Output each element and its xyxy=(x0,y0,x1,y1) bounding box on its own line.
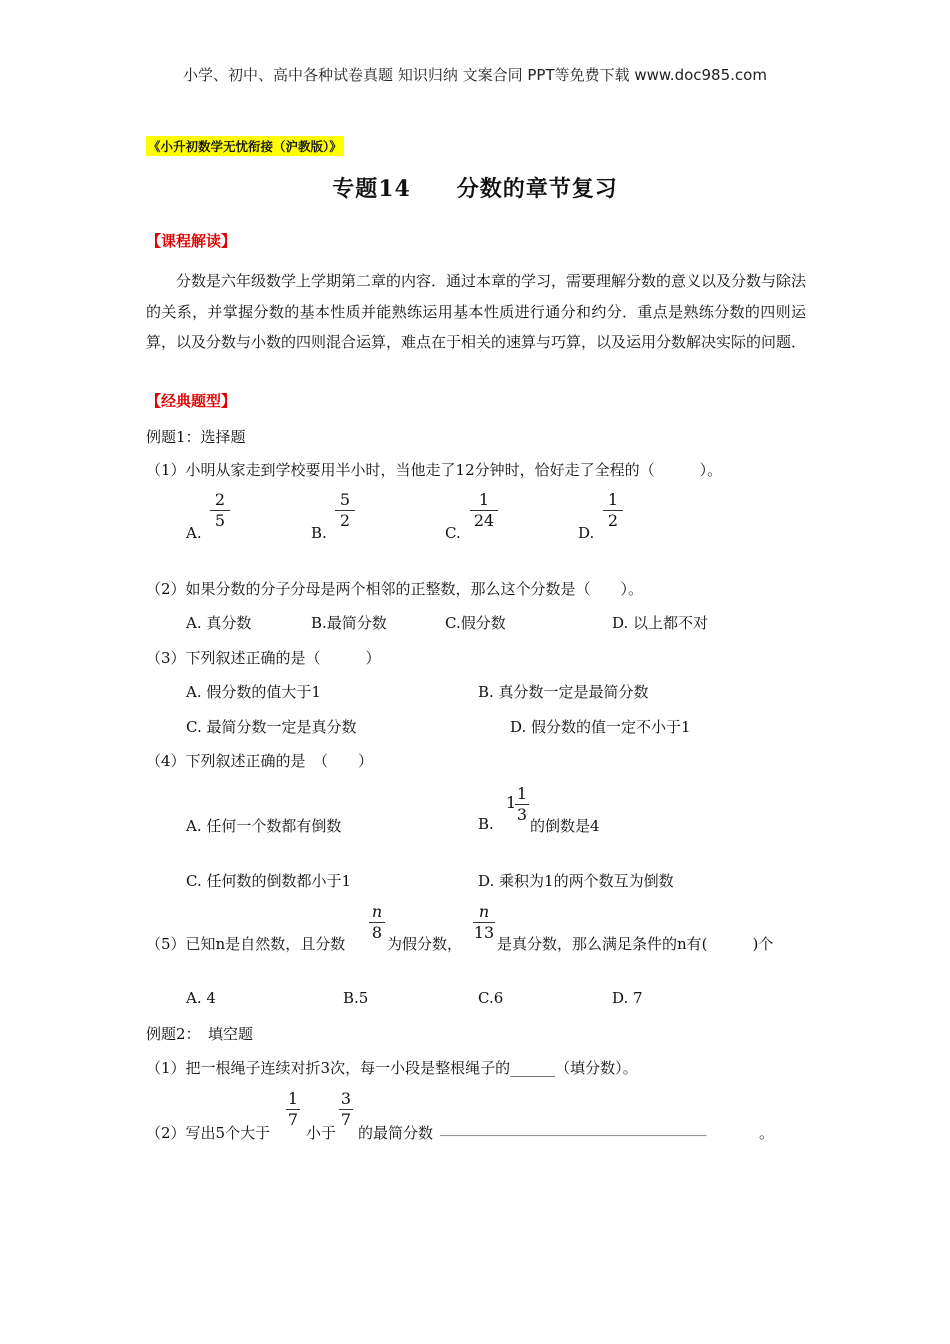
ex2-fraction-3-over-7 xyxy=(339,1090,353,1129)
q2-text: （2）如果分数的分子分母是两个相邻的正整数，那么这个分数是（ ）。 xyxy=(146,580,644,598)
numerator: 1 xyxy=(516,784,528,803)
q2-option-b: B.最简分数 xyxy=(311,614,387,632)
q5-text-part3: 是真分数，那么满足条件的n有( )个 xyxy=(497,935,774,953)
denominator: 24 xyxy=(473,511,495,530)
denominator: 2 xyxy=(607,511,619,530)
numerator: n xyxy=(371,902,383,921)
q3-option-c: C. 最简分数一定是真分数 xyxy=(186,718,357,736)
denominator: 2 xyxy=(339,511,351,530)
q4-option-d: D. 乘积为1的两个数互为倒数 xyxy=(478,872,674,890)
series-label: 《小升初数学无忧衔接（沪教版）》 xyxy=(146,136,344,156)
example1-title: 例题1：选择题 xyxy=(146,428,246,446)
q4-option-c: C. 任何数的倒数都小于1 xyxy=(186,872,352,890)
q2-option-a: A. 真分数 xyxy=(186,614,252,632)
ex2-q1-text: （1）把一根绳子连续对折3次，每一小段是整根绳子的______（填分数）。 xyxy=(146,1059,638,1077)
q4-option-a: A. 任何一个数都有倒数 xyxy=(186,817,342,835)
denominator: 13 xyxy=(473,923,495,942)
q5-text-part1: （5）已知n是自然数，且分数 xyxy=(146,935,346,953)
example2-title: 例题2： 填空题 xyxy=(146,1025,254,1043)
numerator: 3 xyxy=(340,1089,352,1108)
q1-option-a-fraction xyxy=(210,491,230,530)
q5-option-a: A. 4 xyxy=(186,989,216,1007)
q3-text: （3）下列叙述正确的是（ ） xyxy=(146,649,381,667)
denominator: 8 xyxy=(371,923,383,942)
numerator: 1 xyxy=(478,490,490,509)
q1-option-b-label: B. xyxy=(311,524,327,542)
q4-option-b-suffix: 的倒数是4 xyxy=(530,817,600,835)
q2-option-c: C.假分数 xyxy=(445,614,506,632)
q5-option-d: D. 7 xyxy=(612,989,643,1007)
numerator: n xyxy=(478,902,490,921)
q3-option-d: D. 假分数的值一定不小于1 xyxy=(510,718,691,736)
q1-text: （1）小明从家走到学校要用半小时，当他走了12分钟时，恰好走了全程的（ ）。 xyxy=(146,461,723,479)
denominator: 3 xyxy=(516,805,528,824)
denominator: 7 xyxy=(287,1110,299,1129)
q5-fraction-n-over-8 xyxy=(369,903,385,942)
q1-option-c-fraction xyxy=(470,491,498,530)
numerator: 5 xyxy=(339,490,351,509)
q4-option-b-whole: 1 xyxy=(506,793,517,812)
ex2-fraction-1-over-7 xyxy=(286,1090,300,1129)
q1-option-d-fraction xyxy=(603,491,623,530)
q1-option-d-label: D. xyxy=(578,524,595,542)
q5-option-c: C.6 xyxy=(478,989,504,1007)
q4-option-b-label: B. xyxy=(478,815,494,833)
q4-text: （4）下列叙述正确的是 （ ） xyxy=(146,752,374,770)
q5-option-b: B.5 xyxy=(343,989,369,1007)
q1-option-a-label: A. xyxy=(186,524,202,542)
q5-text-part2: 为假分数， xyxy=(387,935,463,953)
ex2-q2-part2: 小于 xyxy=(306,1124,337,1142)
page-title: 专题14 分数的章节复习 xyxy=(332,176,618,202)
ex2-q2-part3: 的最简分数 xyxy=(358,1124,434,1142)
denominator: 5 xyxy=(214,511,226,530)
ex2-q2-blank: _________________________________________ xyxy=(440,1122,707,1137)
q2-option-d: D. 以上都不对 xyxy=(612,614,709,632)
numerator: 1 xyxy=(287,1089,299,1108)
ex2-q2-part1: （2）写出5个大于 xyxy=(146,1124,271,1142)
course-paragraph: 分数是六年级数学上学期第二章的内容．通过本章的学习，需要理解分数的意义以及分数与除法的关系，并掌握分数的基本性质并能熟练运用基本性质进行通分和约分．重点是熟练分数的四则运算，以及分数与小数的四则混合运算，难点在于相关的速算与巧算，以及运用分数解决实际的问题． xyxy=(146,272,807,351)
denominator: 7 xyxy=(340,1110,352,1129)
q5-fraction-n-over-13 xyxy=(473,903,495,942)
page-header: 小学、初中、高中各种试卷真题 知识归纳 文案合同 PPT等免费下载 www.doc985.com xyxy=(183,66,767,84)
q1-option-c-label: C. xyxy=(445,524,461,542)
ex2-q2-end: 。 xyxy=(759,1124,775,1142)
section-classic-heading: 【经典题型】 xyxy=(146,392,237,410)
q4-option-b-fraction xyxy=(515,785,529,824)
numerator: 1 xyxy=(607,490,619,509)
numerator: 2 xyxy=(214,490,226,509)
q1-option-b-fraction xyxy=(335,491,355,530)
q3-option-b: B. 真分数一定是最简分数 xyxy=(478,683,649,701)
q3-option-a: A. 假分数的值大于1 xyxy=(186,683,321,701)
section-course-heading: 【课程解读】 xyxy=(146,232,237,250)
